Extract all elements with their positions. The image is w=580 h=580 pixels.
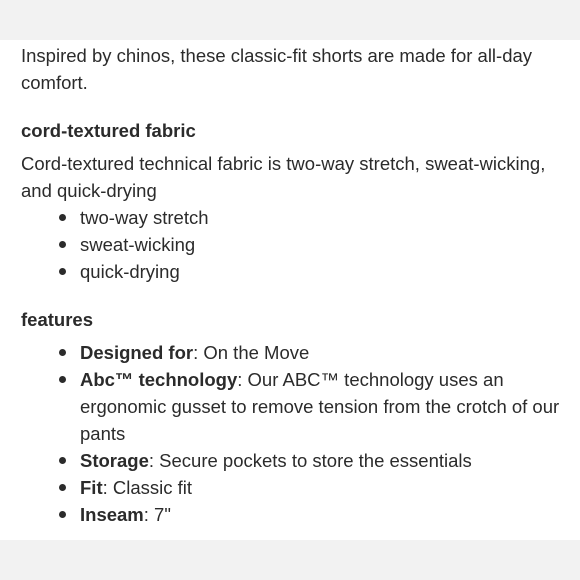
intro-text: Inspired by chinos, these classic-fit shorts are made for all-day comfort. (21, 45, 533, 93)
feature-text: 7" (154, 504, 171, 525)
list-item (80, 501, 566, 528)
product-details (21, 42, 566, 528)
list-item (80, 204, 566, 231)
list-item (80, 231, 566, 258)
list-item (80, 366, 566, 447)
bullet-icon (59, 214, 66, 221)
feature-label: Inseam (80, 504, 144, 525)
bottom-band (0, 540, 580, 580)
feature-text: Our ABC™ technology uses an ergonomic gusset to remove tension from the crotch of our pants (80, 369, 560, 444)
feature-separator: : (143, 504, 155, 525)
bullet-icon (59, 457, 66, 464)
feature-separator: : (148, 450, 160, 471)
feature-text: On the Move (203, 342, 310, 363)
list-item (80, 447, 566, 474)
fabric-bullet-list (21, 204, 566, 285)
feature-text: Secure pockets to store the essentials (159, 450, 472, 471)
bullet-text: two-way stretch (80, 207, 209, 228)
feature-separator: : (102, 477, 113, 498)
fabric-heading: cord-textured fabric (21, 120, 196, 141)
bullet-icon (59, 268, 66, 275)
feature-label: Fit (80, 477, 103, 498)
bullet-text: quick-drying (80, 261, 180, 282)
feature-separator: : (193, 342, 204, 363)
feature-label: Designed for (80, 342, 194, 363)
bullet-icon (59, 349, 66, 356)
feature-label: Abc™ technology (80, 369, 238, 390)
bullet-icon (59, 376, 66, 383)
bullet-icon (59, 484, 66, 491)
list-item (80, 474, 566, 501)
fabric-description: Cord-textured technical fabric is two-way stretch, sweat-wicking, and quick-drying (21, 153, 546, 201)
bullet-icon (59, 511, 66, 518)
top-band (0, 0, 580, 40)
features-heading: features (21, 309, 93, 330)
feature-text: Classic fit (112, 477, 193, 498)
list-item (80, 258, 566, 285)
bullet-icon (59, 241, 66, 248)
feature-separator: : (237, 369, 248, 390)
list-item (80, 339, 566, 366)
features-list (21, 339, 566, 528)
feature-label: Storage (80, 450, 149, 471)
bullet-text: sweat-wicking (80, 234, 196, 255)
